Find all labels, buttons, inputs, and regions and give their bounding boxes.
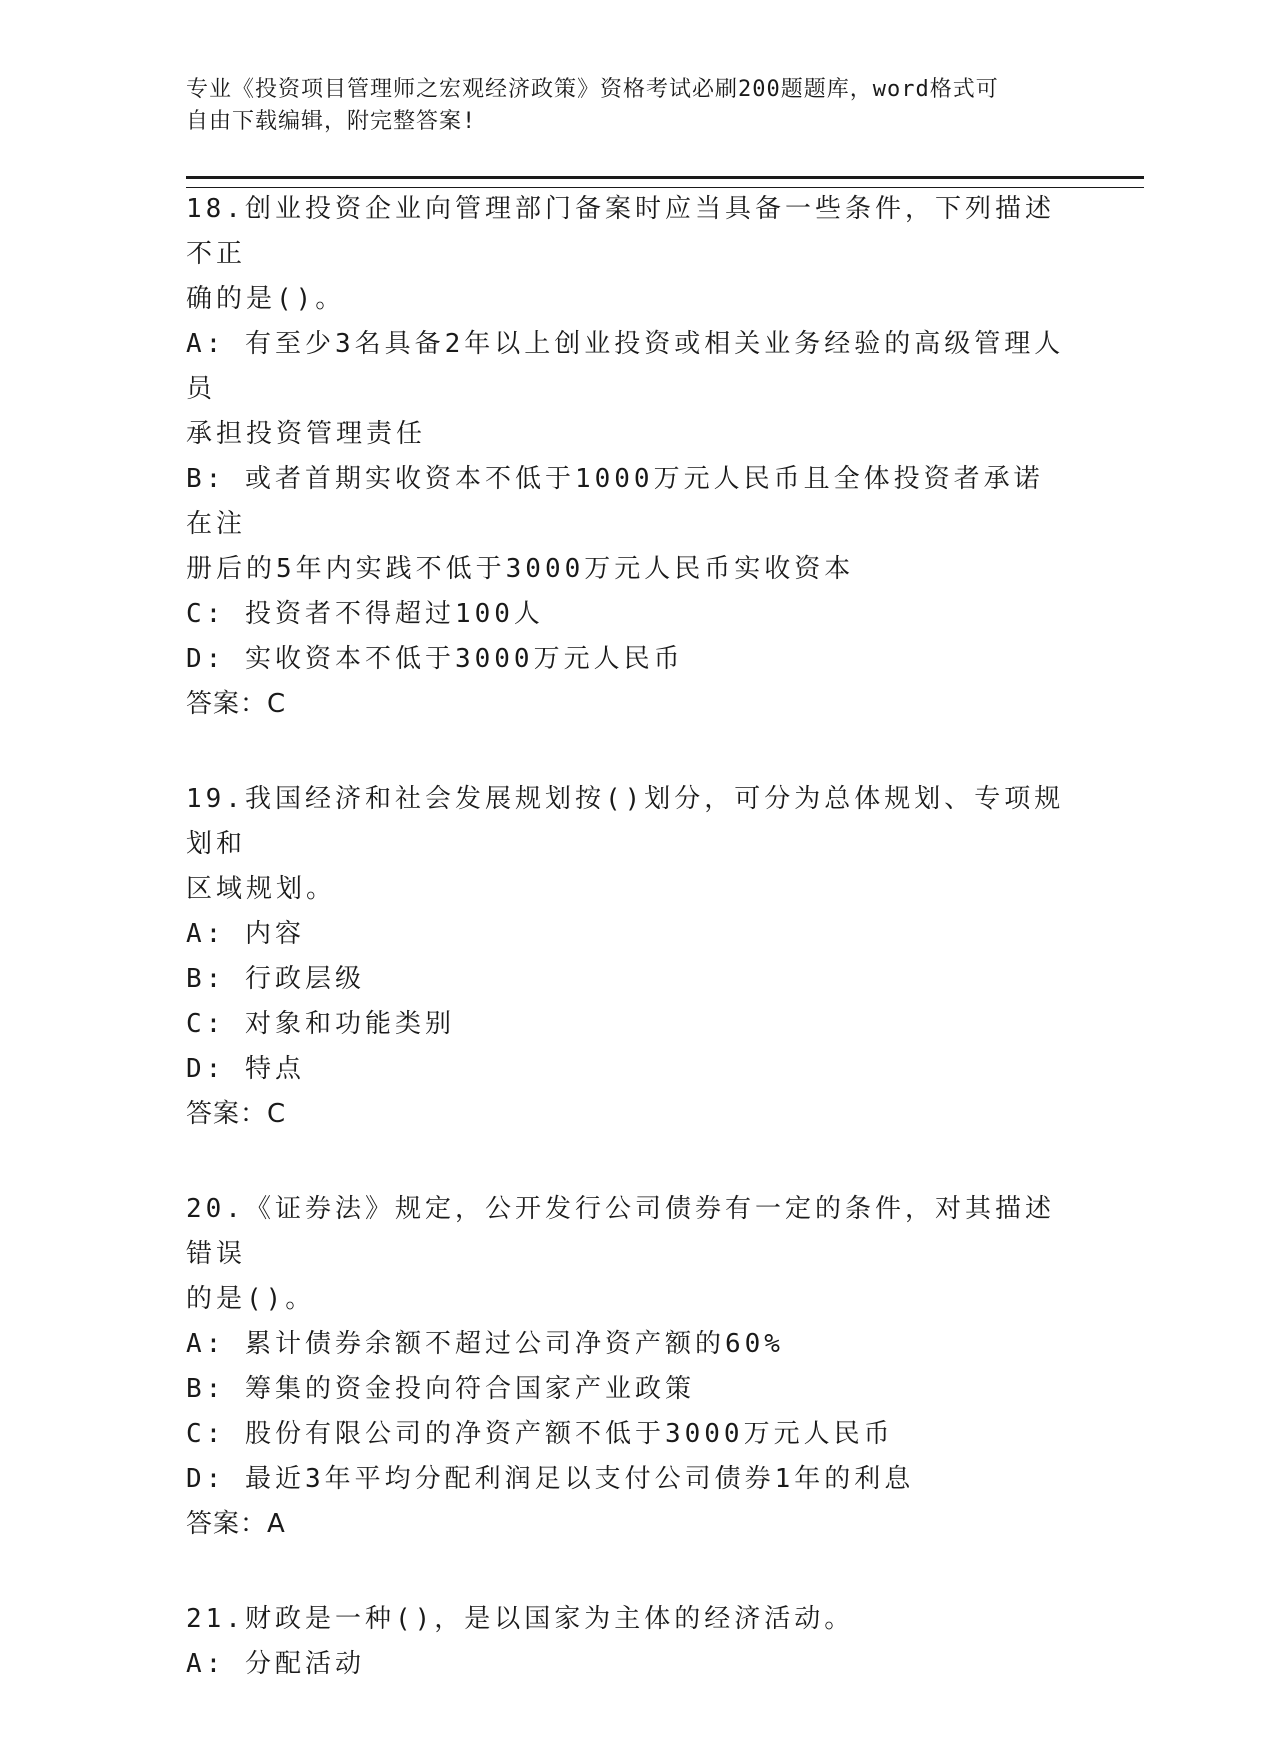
option-c: C: 对象和功能类别 — [186, 1009, 455, 1039]
option-a: A: 有至少3名具备2年以上创业投资或相关业务经验的高级管理人员 — [186, 329, 1065, 404]
option-a: A: 累计债券余额不超过公司净资产额的60% — [186, 1329, 784, 1359]
option-d: D: 最近3年平均分配利润足以支付公司债券1年的利息 — [186, 1464, 915, 1494]
option-d: D: 特点 — [186, 1054, 305, 1084]
option-d: D: 实收资本不低于3000万元人民币 — [186, 644, 684, 674]
question-stem: 21.财政是一种()，是以国家为主体的经济活动。 — [186, 1604, 855, 1634]
answer-label: 答案：A — [186, 1509, 286, 1539]
header-line-1: 专业《投资项目管理师之宏观经济政策》资格考试必刷200题题库，word格式可 — [186, 77, 999, 102]
answer-label: 答案：C — [186, 689, 287, 719]
header-line-2: 自由下载编辑，附完整答案! — [186, 109, 477, 134]
question-stem: 区域规划。 — [186, 874, 337, 904]
question-stem: 18.创业投资企业向管理部门备案时应当具备一些条件，下列描述不正 — [186, 194, 1055, 269]
question-20 — [186, 1187, 1066, 1547]
option-b: B: 或者首期实收资本不低于1000万元人民币且全体投资者承诺在注 — [186, 464, 1044, 539]
option-a: A: 内容 — [186, 919, 305, 949]
question-19 — [186, 777, 1066, 1137]
option-b: B: 行政层级 — [186, 964, 365, 994]
question-21 — [186, 1597, 1066, 1687]
question-list — [186, 187, 1066, 1737]
question-18 — [186, 187, 1066, 727]
option-c: C: 股份有限公司的净资产额不低于3000万元人民币 — [186, 1419, 894, 1449]
question-stem: 20.《证券法》规定，公开发行公司债券有一定的条件，对其描述错误 — [186, 1194, 1055, 1269]
option-b: B: 筹集的资金投向符合国家产业政策 — [186, 1374, 695, 1404]
option-a: A: 分配活动 — [186, 1649, 365, 1679]
question-stem: 的是()。 — [186, 1284, 316, 1314]
option-a-cont: 承担投资管理责任 — [186, 419, 427, 449]
question-stem: 19.我国经济和社会发展规划按()划分，可分为总体规划、专项规划和 — [186, 784, 1065, 859]
option-b-cont: 册后的5年内实践不低于3000万元人民币实收资本 — [186, 554, 855, 584]
option-c: C: 投资者不得超过100人 — [186, 599, 544, 629]
page-header — [186, 74, 1066, 138]
answer-label: 答案：C — [186, 1099, 287, 1129]
question-stem: 确的是()。 — [186, 284, 346, 314]
